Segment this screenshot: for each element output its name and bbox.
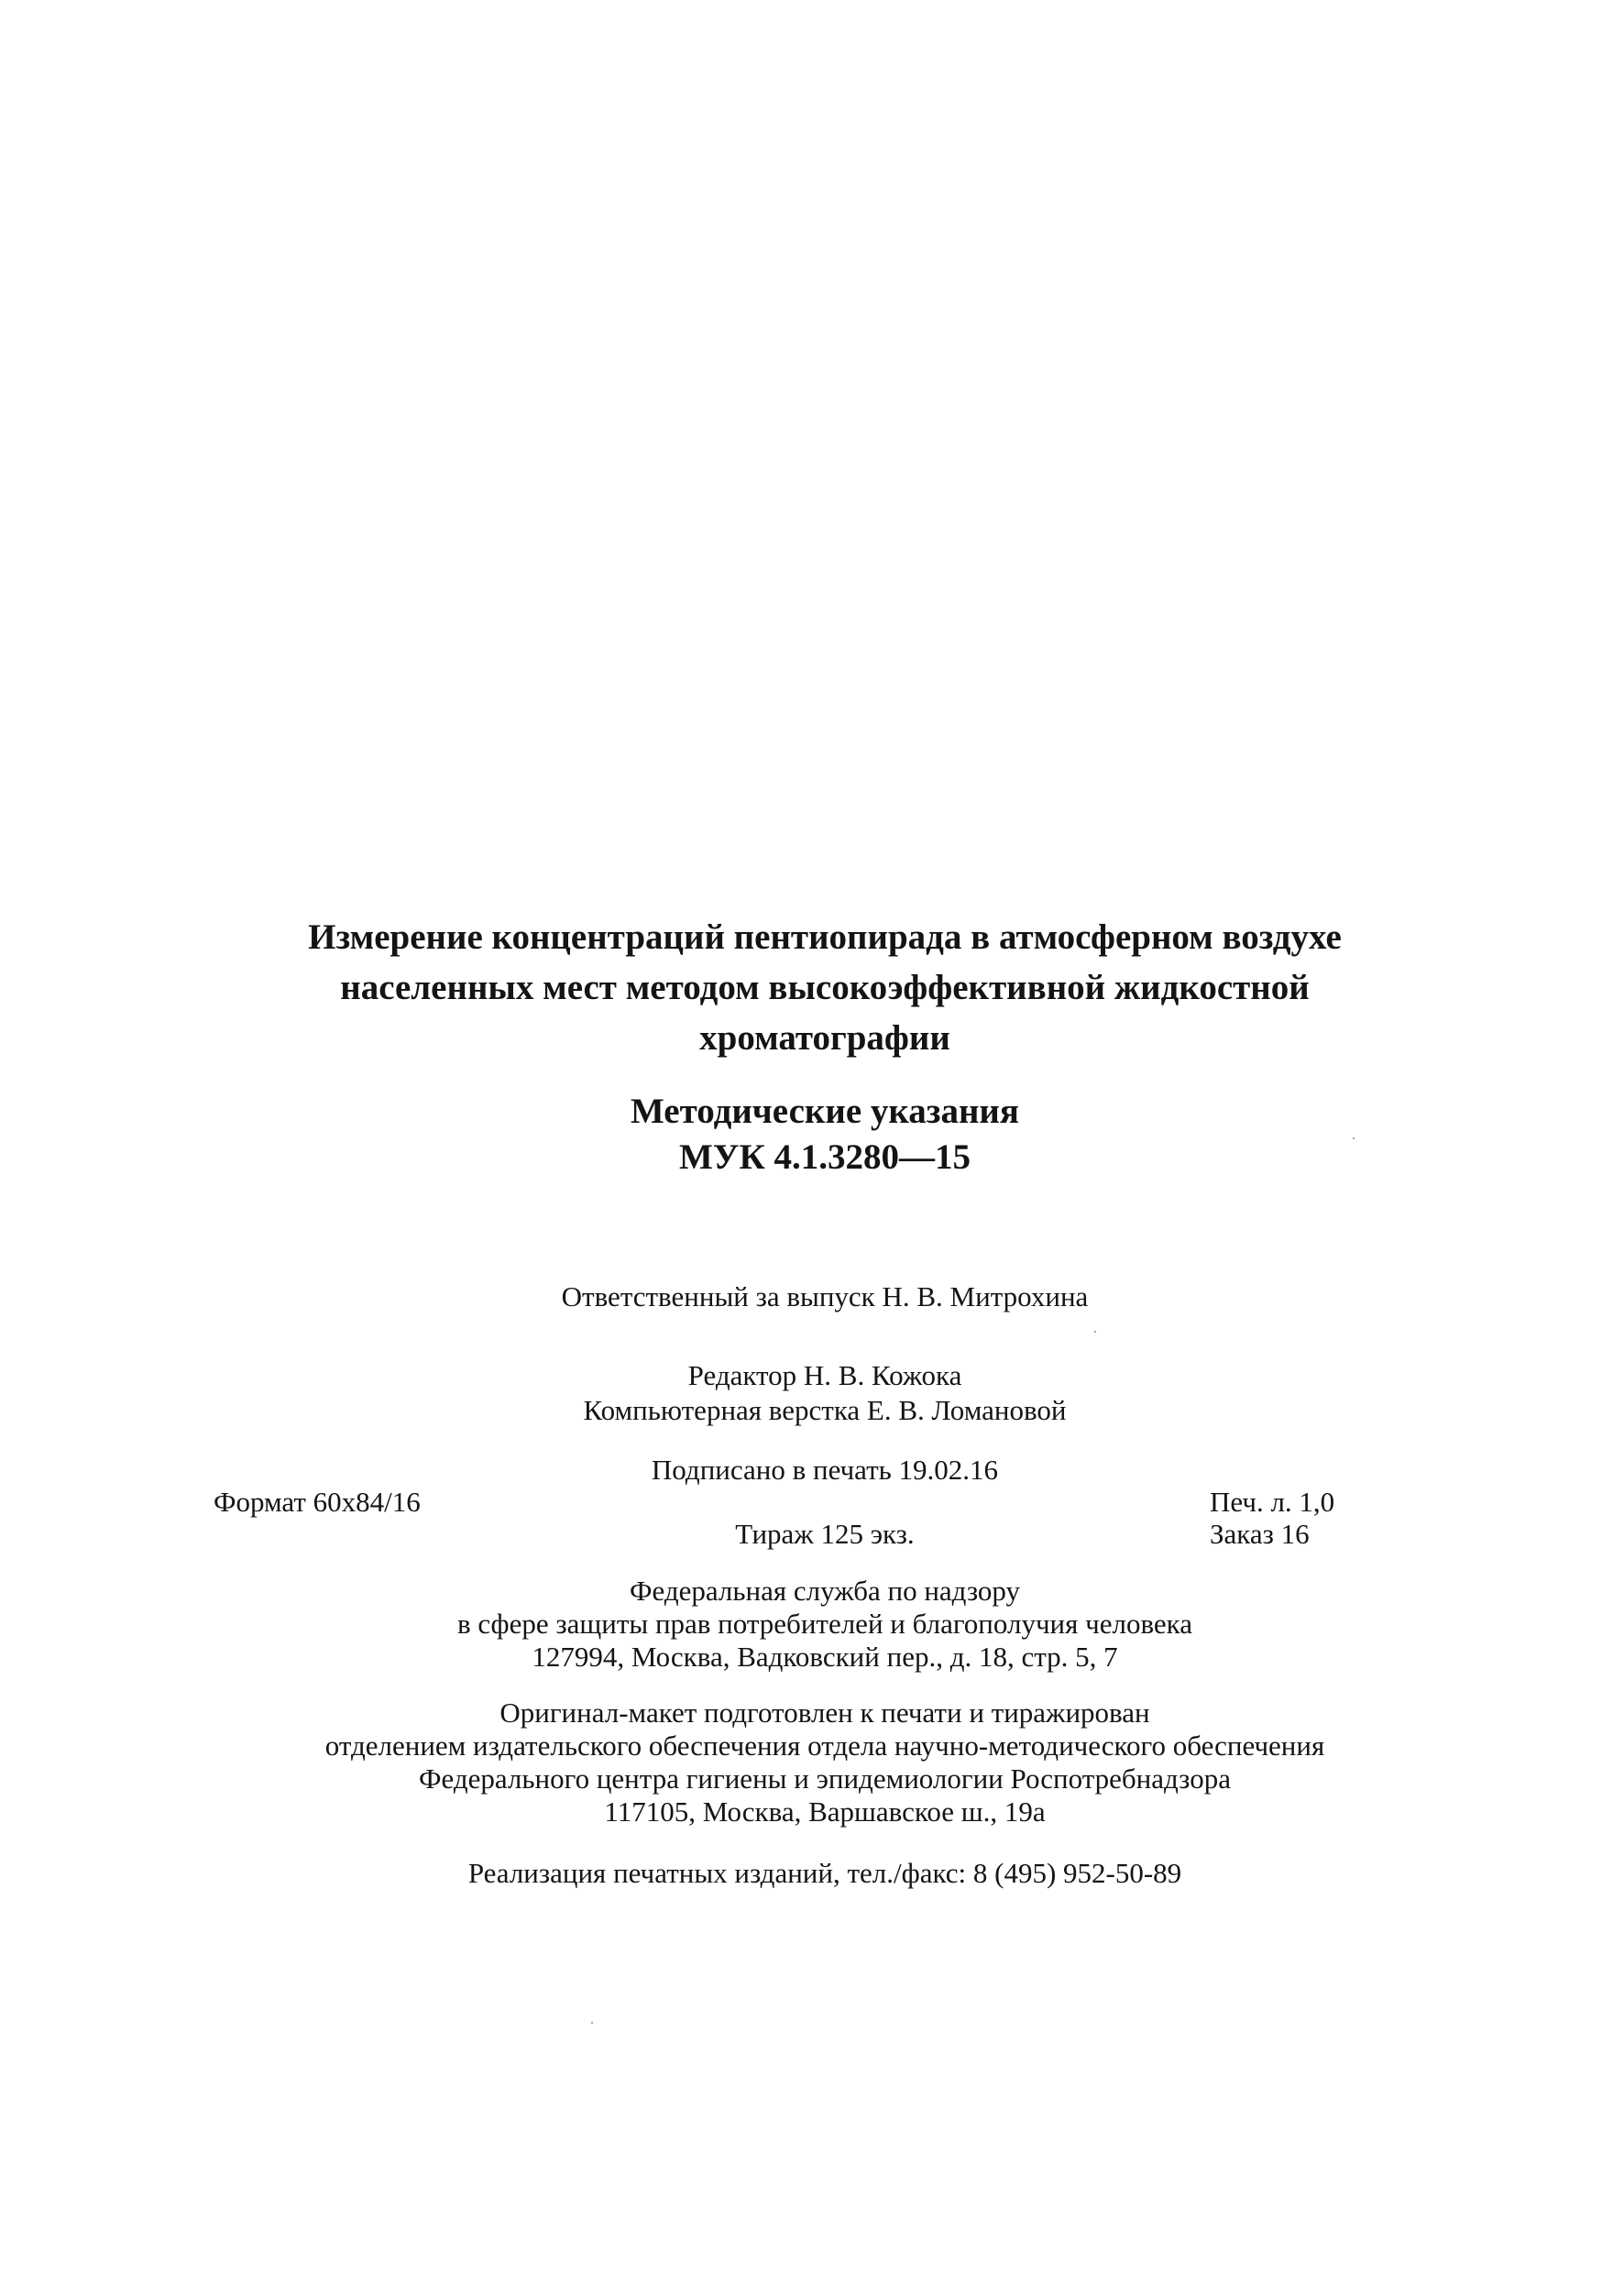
document-subtitle bbox=[183, 1089, 1466, 1180]
scan-speck bbox=[1094, 1331, 1096, 1333]
paper-format: Формат 60x84/16 bbox=[214, 1486, 421, 1518]
order-number: Заказ 16 bbox=[1210, 1518, 1310, 1550]
printer-line-1: Оригинал-макет подготовлен к печати и тиражирован bbox=[499, 1697, 1150, 1729]
publisher-line-2: в сфере защиты прав потребителей и благополучия человека bbox=[456, 1608, 1193, 1640]
printer-line-2: отделением издательского обеспечения отдела научно-методического обеспечения bbox=[324, 1729, 1325, 1762]
printer-line-3: Федерального центра гигиены и эпидемиологии Роспотребнадзора bbox=[419, 1762, 1231, 1795]
title-line-1: Измерение концентраций пентиопирада в атмосферном воздухе bbox=[308, 917, 1342, 957]
print-run: Тираж 125 экз. bbox=[735, 1518, 915, 1550]
publisher-line-1: Федеральная служба по надзору bbox=[630, 1575, 1020, 1607]
scan-speck bbox=[1353, 1137, 1355, 1139]
scan-speck bbox=[591, 2022, 593, 2024]
responsible-person: Ответственный за выпуск Н. В. Митрохина bbox=[561, 1280, 1089, 1312]
editor-credit: Редактор Н. В. Кожока bbox=[687, 1359, 962, 1391]
printer-address: 117105, Москва, Варшавское ш., 19а bbox=[604, 1795, 1046, 1828]
printed-sheets: Печ. л. 1,0 bbox=[1210, 1486, 1335, 1518]
sales-contact: Реализация печатных изданий, тел./факс: 8 (495) 952-50-89 bbox=[467, 1857, 1182, 1889]
layout-credit: Компьютерная верстка Е. В. Ломановой bbox=[583, 1394, 1067, 1426]
subtitle-line-1: Методические указания bbox=[630, 1092, 1019, 1131]
signed-to-print: Подписано в печать 19.02.16 bbox=[651, 1454, 999, 1486]
title-line-3: хроматографии bbox=[699, 1018, 950, 1058]
document-title bbox=[183, 912, 1466, 1063]
title-line-2: населенных мест методом высокоэффективной жидкостной bbox=[340, 968, 1310, 1007]
subtitle-line-2: МУК 4.1.3280—15 bbox=[679, 1137, 971, 1177]
publisher-address: 127994, Москва, Вадковский пер., д. 18, стр. 5, 7 bbox=[532, 1641, 1118, 1673]
